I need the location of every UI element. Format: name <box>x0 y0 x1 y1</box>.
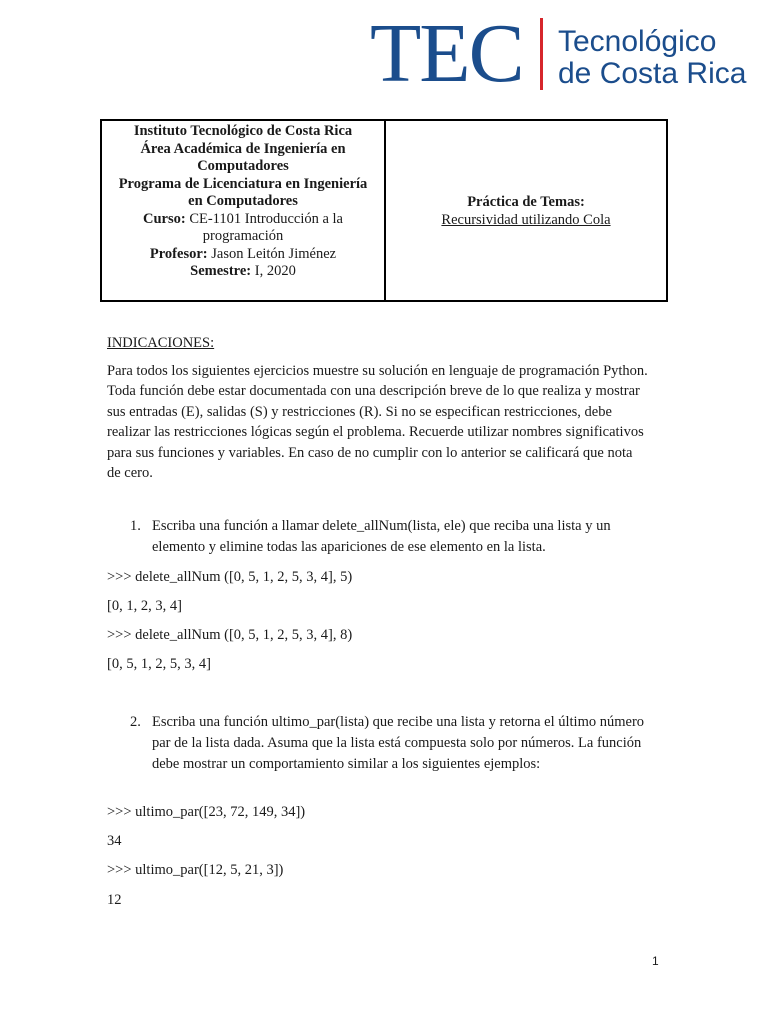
logo-name-line-2: de Costa Rica <box>558 57 747 90</box>
professor-label: Profesor: <box>149 245 208 262</box>
exercise-1-statement <box>152 516 662 558</box>
semester-value: I, 2020 <box>251 263 296 279</box>
exercise-1-number: 1. <box>130 518 141 534</box>
logo-mark: TEC <box>370 7 523 100</box>
header-institution-cell <box>102 121 386 300</box>
professor-line <box>150 246 336 264</box>
semester-line <box>190 263 296 281</box>
exercise-2-number: 2. <box>130 714 141 730</box>
header-practice-cell <box>386 121 666 300</box>
tec-logo <box>370 7 760 100</box>
exercise-2-line: Escriba una función ultimo_par(lista) que recibe una lista y retorna el último número <box>152 714 645 730</box>
instructions-line: realizar las restricciones lógicas según el problema. Recuerde utilizar nombres significativos <box>107 424 644 441</box>
exercise-2-statement <box>152 712 662 775</box>
exercise-1-line: Escriba una función a llamar delete_allNum(lista, ele) que reciba una lista y un <box>152 518 611 534</box>
exercise-2-example-call-1: >>> ultimo_par([23, 72, 149, 34]) <box>107 804 306 820</box>
instructions-heading: INDICACIONES: <box>107 335 215 351</box>
exercise-1-line: elemento y elimine todas las apariciones de ese elemento en la lista. <box>152 539 546 555</box>
exercise-1-example-result-1: [0, 1, 2, 3, 4] <box>107 598 182 614</box>
course-line <box>143 211 343 229</box>
program-line-1: Programa de Licenciatura en Ingeniería <box>118 175 368 192</box>
instructions-line: sus entradas (E), salidas (S) y restricciones (R). Si no se especifican restricciones, debe <box>107 403 612 420</box>
exercise-2-example-call-2: >>> ultimo_par([12, 5, 21, 3]) <box>107 862 284 878</box>
exercise-1-example-call-2: >>> delete_allNum ([0, 5, 1, 2, 5, 3, 4], 8) <box>107 627 353 643</box>
instructions-line: Toda función debe estar documentada con una descripción breve de lo que realiza y mostrar <box>107 383 640 400</box>
academic-area-line-2: Computadores <box>197 158 289 174</box>
logo-divider <box>540 18 543 90</box>
header-table <box>100 119 668 302</box>
instructions-paragraph <box>107 361 662 483</box>
exercise-2-example-result-1: 34 <box>107 833 122 849</box>
course-value: CE-1101 Introducción a la <box>185 210 343 227</box>
exercise-1-example-call-1: >>> delete_allNum ([0, 5, 1, 2, 5, 3, 4], 5) <box>107 569 353 585</box>
exercise-2-line: debe mostrar un comportamiento similar a los siguientes ejemplos: <box>152 756 541 772</box>
logo-name-line-1: Tecnológico <box>558 25 717 58</box>
exercise-2-example-result-2: 12 <box>107 892 122 908</box>
institution-name: Instituto Tecnológico de Costa Rica <box>133 123 353 139</box>
semester-label: Semestre: <box>190 263 252 279</box>
exercise-2-line: par de la lista dada. Asuma que la lista está compuesta solo por números. La función <box>152 735 642 751</box>
professor-value: Jason Leitón Jiménez <box>207 245 337 262</box>
practice-topic: Recursividad utilizando Cola <box>441 211 611 228</box>
practice-title: Práctica de Temas: <box>467 193 585 210</box>
exercise-1-example-result-2: [0, 5, 1, 2, 5, 3, 4] <box>107 656 211 672</box>
instructions-line: de cero. <box>107 465 153 482</box>
instructions-line: para sus funciones y variables. En caso de no cumplir con lo anterior se calificará que nota <box>107 444 633 461</box>
course-value-line-2: programación <box>202 228 284 244</box>
page-number: 1 <box>652 954 659 968</box>
instructions-line: Para todos los siguientes ejercicios muestre su solución en lenguaje de programación Python. <box>107 363 648 379</box>
academic-area-line-1: Área Académica de Ingeniería en <box>140 140 346 157</box>
program-line-2: en Computadores <box>188 193 298 209</box>
course-label: Curso: <box>142 210 186 227</box>
